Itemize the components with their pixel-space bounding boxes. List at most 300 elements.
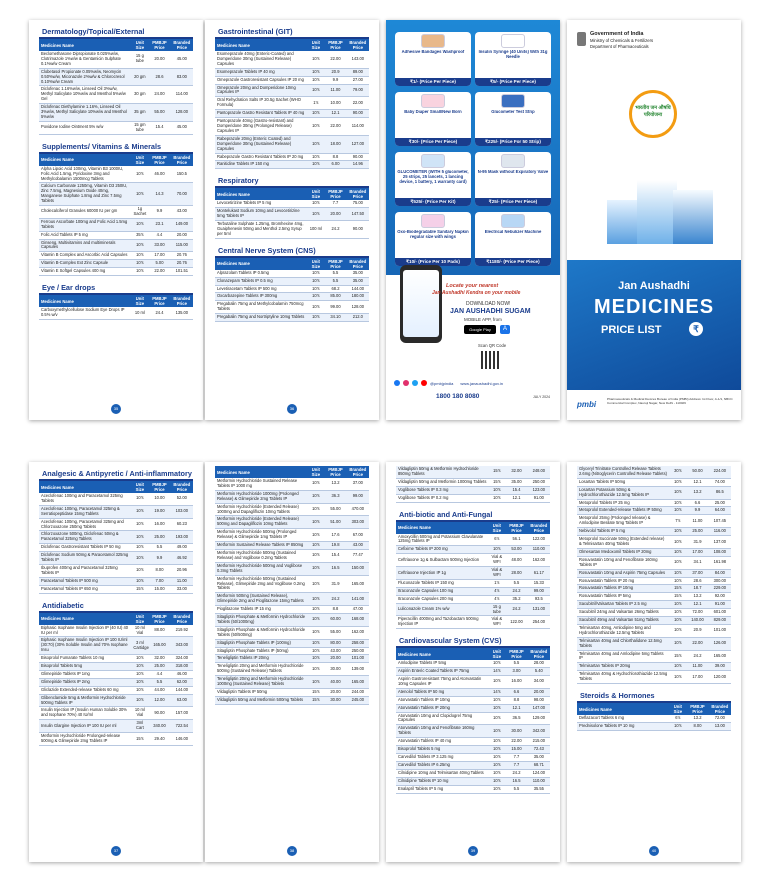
branded-price: 143.00: [347, 51, 369, 68]
table-row: [396, 616, 550, 629]
column-header: Unit Size: [131, 39, 148, 51]
medicine-table: [215, 466, 369, 705]
unit-size: 4's: [488, 595, 505, 603]
jan-aushadhi-logo: [629, 90, 677, 138]
table-row: [396, 712, 550, 725]
website-link[interactable]: www.janaushadhi.gov.in: [460, 380, 504, 386]
branded-price: 99.00: [347, 490, 369, 503]
unit-size: 10's: [307, 153, 324, 161]
unit-size: 15's: [131, 585, 148, 593]
pmbjp-price: 5.5: [148, 544, 170, 552]
medicine-name: Folic Acid Tablets IP 5 mg: [39, 231, 131, 239]
medicine-name: Metformin Hydrochloride 500mg (Prolonged Release) & Glimepiride 1mg Tablets IP: [215, 529, 307, 542]
social-handle: @pmbjpindia: [430, 380, 454, 386]
unit-size: 10's: [307, 118, 324, 136]
pmbjp-price: 24.00: [148, 86, 170, 104]
column-header: PMBJP Price: [686, 703, 708, 715]
medicine-name: Cholecalciferol Granules 60000 IU per gm: [39, 206, 131, 219]
medicine-table: [215, 188, 369, 238]
table-header-row: [577, 703, 731, 715]
social-icon[interactable]: [394, 380, 400, 386]
branded-price: 67.00: [347, 529, 369, 542]
branded-price: 34.00: [528, 676, 550, 689]
table-row: [39, 183, 193, 206]
branded-price: 70.00: [171, 183, 193, 206]
medicine-name: Vildagliptin 50mg and Metformin 500mg Tablets: [215, 696, 307, 704]
table-row: [396, 587, 550, 595]
app-store-icon[interactable]: A: [500, 325, 510, 334]
branded-price: 250.00: [528, 478, 550, 486]
product-tile: [395, 32, 471, 86]
medicine-name: Esomeprazole 40mg (Enteric-Coated) and Domperidone 30mg (Sustained Release) Capsules: [215, 51, 307, 68]
branded-price: 122.00: [528, 534, 550, 546]
social-icon[interactable]: [412, 380, 418, 386]
branded-price: 248.00: [528, 466, 550, 478]
table-row: [215, 478, 369, 490]
download-text: DOWNLOAD NOW!: [466, 301, 511, 307]
medicine-name: Itraconazole Capsules 200 mg: [396, 595, 488, 603]
medicine-name: Metformin 500mg (Sustained Release), Glimepiride 2mg and Pioglitazone 15mg Tablets: [215, 593, 307, 606]
social-icon[interactable]: [421, 380, 427, 386]
branded-price: 91.00: [709, 601, 731, 609]
branded-price: 75.00: [347, 200, 369, 207]
medicine-name: Alpha Lipoic Acid 100mg, Vitamin B3 1000IU, Folic Acid 1.5mg, Pyridoxine 3mg and Methylcobalamin 1500mcg Tablets: [39, 166, 131, 183]
pmbjp-price: 51.00: [324, 516, 346, 529]
medicine-name: Sitagliptin Phosphate & Metformin Hydrochloride Tablets (50/1000mg): [215, 614, 307, 627]
table-row: [39, 637, 193, 655]
column-header: PMBJP Price: [148, 481, 170, 493]
column-header: Unit Size: [488, 648, 505, 660]
unit-size: 10's: [307, 68, 324, 76]
cover-price-list: PRICE LIST: [601, 324, 662, 336]
branded-price: 90.00: [347, 110, 369, 118]
pmbjp-price: 5.5: [324, 277, 346, 285]
pmbjp-price: 12.1: [686, 478, 708, 486]
unit-size: 6's: [669, 715, 686, 722]
pmbjp-price: 5.5: [324, 270, 346, 277]
pmbjp-price: 43.00: [324, 647, 346, 655]
product-image: [421, 34, 445, 48]
table-row: [577, 536, 731, 549]
pmbjp-price: 13.2: [686, 715, 708, 722]
pmbjp-price: 20.00: [148, 51, 170, 68]
column-header: Unit Size: [131, 154, 148, 166]
medicine-name: Luliconazole Cream 1% w/w: [396, 603, 488, 616]
unit-size: 10's: [307, 575, 324, 593]
table-row: [577, 671, 731, 684]
table-row: [39, 121, 193, 134]
unit-size: 10's: [307, 626, 324, 639]
medicine-name: Insulin Injection IP (Insulin Human Soluble 30% and Isophane 70%) 40 IU/ml: [39, 707, 131, 720]
medicine-name: Rosuvastatin Tablets IP 5mg: [577, 593, 669, 601]
pmbjp-price: 20.9: [686, 624, 708, 637]
pmbjp-price: 46.00: [148, 166, 170, 183]
helpline-number: 1800 180 8080: [436, 393, 480, 400]
medicine-table: [396, 648, 550, 793]
pmbjp-price: 33.00: [148, 239, 170, 252]
column-header: Branded Price: [709, 703, 731, 715]
medicine-name: Levetiracetam Tablets IP 500 mg: [215, 285, 307, 293]
pmbjp-price: 25.00: [148, 663, 170, 671]
pmbjp-price: 16.5: [324, 562, 346, 575]
branded-price: 110.00: [528, 777, 550, 785]
table-row: [215, 647, 369, 655]
branded-price: 245.00: [347, 696, 369, 704]
table-row: [577, 637, 731, 650]
qr-code-icon: [481, 351, 499, 369]
pmbjp-price: 24.2: [686, 650, 708, 663]
medicine-name: Carboxymethylcellulose Sodium Eye Drops IP 0.5% w/v: [39, 307, 131, 319]
page-number: 35: [111, 404, 121, 414]
medicine-name: Vildagliptin 50mg & Metformin Hydrochloride 850mg Tablets: [396, 466, 488, 478]
unit-size: 10's: [307, 110, 324, 118]
unit-size: 10's: [307, 314, 324, 322]
table-row: [215, 696, 369, 704]
govt-title: Government of India: [590, 31, 644, 37]
unit-size: 10's: [131, 655, 148, 663]
table-row: [215, 529, 369, 542]
medicine-name: Telmisartan 40mg and Amlodipine 5mg Tablets IP: [577, 650, 669, 663]
pmbjp-price: 56.1: [505, 534, 527, 546]
medicine-name: Telmisartan 40mg, Amlodipine 5mg and Hydrochlorothiazide 12.5mg Tablets: [577, 624, 669, 637]
branded-price: 116.00: [709, 528, 731, 536]
medicine-name: Aspirin Gastroresistant 75mg and Atorvastatin 10mg Capsules IP: [396, 676, 488, 689]
medicine-name: Amlodipine Tablets IP 5mg: [396, 660, 488, 667]
medicine-name: Metformin Hydrochloride (Extended Release) 1000mg and Dapagliflozin 10mg Tablets: [215, 503, 307, 516]
cover-banner: [567, 260, 741, 390]
medicine-name: Telmisartan Tablets IP 20mg: [577, 663, 669, 671]
branded-price: 79.00: [347, 84, 369, 97]
table-row: [577, 577, 731, 585]
table-row: [396, 603, 550, 616]
unit-size: 10's: [307, 614, 324, 627]
column-header: PMBJP Price: [324, 466, 346, 478]
table-row: [396, 754, 550, 762]
branded-price: 22.00: [347, 97, 369, 110]
table-row: [577, 569, 731, 577]
branded-price: 144.00: [347, 285, 369, 293]
product-label: N-95 Mask without Expiratory Valve: [477, 170, 549, 174]
medicine-name: Metformin Hydrochloride Prolonged-release 500mg & Glimepiride 2mg Tablets IP: [39, 733, 131, 746]
medicine-name: Atorvastatin 10mg and Clopidogrel 75mg Capsules: [396, 712, 488, 725]
locate-line2: Jan Aushadhi Kendra on your mobile: [432, 290, 521, 296]
pmbjp-price: 17.6: [324, 529, 346, 542]
branded-price: 43.00: [347, 542, 369, 550]
medicine-name: Bisoprolol Tablets 5 mg: [396, 746, 488, 754]
product-price: ₹1180/- (Price Per Piece): [475, 258, 551, 266]
table-row: [396, 738, 550, 746]
medicine-table: [577, 466, 731, 684]
column-header: Branded Price: [347, 466, 369, 478]
unit-size: 10's: [307, 562, 324, 575]
table-row: [396, 546, 550, 554]
column-header: Branded Price: [171, 154, 193, 166]
column-header: Medicines Name: [215, 258, 307, 270]
unit-size: 30's: [669, 466, 686, 478]
unit-size: 1's: [307, 97, 324, 110]
product-label: GLUCOMETER (WITH 5 glucometer, 25 strips, 25 lancets, 1 lancing device, 1 battery, 1 warranty card): [397, 170, 469, 184]
pmbjp-price: 4.4: [148, 670, 170, 678]
table-header-row: [215, 188, 369, 200]
pmbjp-price: 72.00: [686, 609, 708, 617]
product-tile: [475, 152, 551, 206]
column-header: Medicines Name: [577, 703, 669, 715]
pmbjp-price: 11.00: [686, 663, 708, 671]
locate-line1: Locate your nearest: [446, 283, 499, 289]
table-header-row: [215, 258, 369, 270]
medicine-name: Losartan Tablets IP 50mg: [577, 478, 669, 486]
medicine-name: Bisoprolol Fumarate Tablets 10 mg: [39, 655, 131, 663]
medicine-name: Alprazolam Tablets IP 0.5mg: [215, 270, 307, 277]
unit-size: 10's: [131, 694, 148, 707]
unit-size: 10's: [131, 183, 148, 206]
table-row: [215, 606, 369, 614]
branded-price: 91.00: [528, 494, 550, 502]
unit-size: 10's: [131, 166, 148, 183]
branded-price: 89.00: [347, 68, 369, 76]
social-icon[interactable]: [403, 380, 409, 386]
table-header-row: [396, 522, 550, 534]
medicine-name: Prednisolone Tablets IP 10 mg: [577, 723, 669, 731]
pmbjp-price: 20.00: [324, 208, 346, 221]
medicine-name: Ceftriaxone Injection IP 1g: [396, 567, 488, 580]
medicine-name: Rosuvastatin 10mg and Fenofibrate 160mg Tablets IP: [577, 556, 669, 569]
pmbjp-price: 24.2: [505, 587, 527, 595]
branded-price: 180.00: [347, 293, 369, 301]
google-play-button[interactable]: [464, 325, 496, 334]
branded-price: 147.50: [347, 208, 369, 221]
table-row: [577, 466, 731, 478]
table-row: [396, 769, 550, 777]
branded-price: 13.00: [709, 723, 731, 731]
pmbjp-price: 25.00: [148, 531, 170, 544]
table-row: [396, 777, 550, 785]
table-row: [39, 268, 193, 276]
medicine-name: Montelukast Sodium 10mg and Levocetirizine 5mg Tablets IP: [215, 208, 307, 221]
medicine-table: [215, 258, 369, 322]
unit-size: 10 ml Vial: [131, 625, 148, 637]
branded-price: 35.55: [528, 785, 550, 793]
table-row: [39, 252, 193, 260]
medicine-name: Sitagliptin Phosphate Tablets IP (50mg): [215, 647, 307, 655]
table-row: [396, 478, 550, 486]
pmbjp-price: 16.00: [148, 518, 170, 531]
branded-price: 5.40: [528, 668, 550, 676]
unit-size: 10's: [669, 536, 686, 549]
column-header: PMBJP Price: [324, 188, 346, 200]
medicine-name: Metformin Hydrochloride 500mg and Voglibose 0.3mg Tablets: [215, 562, 307, 575]
branded-price: 300.00: [709, 577, 731, 585]
column-header: Branded Price: [171, 613, 193, 625]
table-row: [215, 153, 369, 161]
branded-price: 92.00: [709, 593, 731, 601]
unit-size: 14's: [488, 668, 505, 676]
table-row: [396, 746, 550, 754]
unit-size: 20 gm: [131, 68, 148, 86]
pmbjp-price: 5.5: [148, 678, 170, 686]
unit-size: Vial & WFI: [488, 616, 505, 629]
scan-text: Scan QR Code: [478, 343, 507, 348]
product-tile: [395, 152, 471, 206]
medicine-name: Paracetamol Tablets IP 650 mg: [39, 585, 131, 593]
column-header: Unit Size: [669, 703, 686, 715]
table-row: [39, 655, 193, 663]
table-row: [396, 676, 550, 689]
pmbjp-price: 9.9: [324, 76, 346, 84]
branded-price: 215.00: [528, 738, 550, 746]
pmbjp-price: 9.9: [148, 552, 170, 565]
branded-price: 157.00: [171, 707, 193, 720]
branded-price: 141.00: [347, 593, 369, 606]
pmbjp-price: 23.1: [148, 218, 170, 231]
product-image: [501, 154, 525, 168]
medicine-name: Glibenclamide 5mg & Metformin Hydrochloride 500mg Tablets IP: [39, 694, 131, 707]
column-header: Unit Size: [131, 295, 148, 307]
unit-size: 100 ml: [307, 221, 324, 239]
unit-size: 15's: [488, 478, 505, 486]
table-row: [577, 715, 731, 722]
pmbjp-price: 5.5: [505, 579, 527, 587]
branded-price: 127.00: [347, 135, 369, 153]
box-image: [607, 200, 641, 244]
pmbjp-price: 35.2: [505, 595, 527, 603]
column-header: Medicines Name: [39, 481, 131, 493]
medicine-name: Diclofenac Diethylamine 1.16%, Linseed Oil 3%w/w, Methyl Salicylate 10%w/w and Menthol 5%w/w: [39, 104, 131, 122]
medicine-name: Terbutaline Sulphate 1.25mg, Bromhexine 4mg, Guaiphenesin 50mg and Menthol 2.5mg Syrup per 5ml: [215, 221, 307, 239]
pmbjp-price: 25.00: [686, 528, 708, 536]
table-row: [215, 689, 369, 697]
branded-price: 101.00: [709, 624, 731, 637]
medicine-name: Cefixime Tablets IP 200 mg: [396, 546, 488, 554]
branded-price: 212.0: [347, 314, 369, 322]
medicine-name: Bisoprolol Tablets 5mg: [39, 663, 131, 671]
branded-price: 129.00: [528, 712, 550, 725]
section-title: Gastrointestinal (GIT): [215, 25, 369, 39]
branded-price: 103.00: [171, 505, 193, 518]
unit-size: 1's: [488, 579, 505, 587]
unit-size: 10's: [669, 507, 686, 515]
unit-size: 10's: [131, 239, 148, 252]
medicine-name: Voglibose Tablets IP 0.2 mg: [396, 494, 488, 502]
branded-price: 14.96: [347, 161, 369, 169]
medicine-name: Rabeprazole Gastro Resistant Tablets IP 20 mg: [215, 153, 307, 161]
unit-size: 15's: [669, 650, 686, 663]
pmbjp-price: 31.9: [686, 536, 708, 549]
pmbjp-price: 55.00: [324, 503, 346, 516]
unit-size: 10's: [131, 544, 148, 552]
pmbjp-price: 22.00: [324, 51, 346, 68]
product-price: ₹25/- (Price Per Piece): [475, 198, 551, 206]
table-row: [577, 478, 731, 486]
product-image: [501, 34, 525, 48]
table-row: [39, 239, 193, 252]
branded-price: 20.76: [171, 260, 193, 268]
medicine-name: Itraconazole Capsules 100 mg: [396, 587, 488, 595]
medicine-name: Beclomethasone Dipropionate 0.025%w/w, Clotrimazole 1%w/w & Gentamicin Sulphate 0.1%w/w Cream: [39, 51, 131, 68]
dept-title: Department of Pharmaceuticals: [590, 44, 649, 49]
pmbjp-price: 24.2: [324, 221, 346, 239]
branded-price: 15.33: [528, 579, 550, 587]
pmbjp-price: 14.3: [148, 183, 170, 206]
medicine-name: Aceclofenac 100mg, Paracetamol 325mg and Chlorzoxazone 250mg Tablets: [39, 518, 131, 531]
price-page-tc: [205, 20, 379, 420]
page-bc1-content: [205, 462, 379, 705]
edition-date: JULY 2024: [533, 395, 550, 399]
branded-price: 46.00: [171, 670, 193, 678]
branded-price: 343.00: [171, 637, 193, 655]
pmbjp-price: 60.00: [324, 614, 346, 627]
medicine-name: Rosuvastatin Tablets IP 10mg: [577, 585, 669, 593]
pmbjp-price: 4.4: [148, 231, 170, 239]
branded-price: 35.00: [347, 270, 369, 277]
unit-size: 10's: [669, 723, 686, 731]
product-tile: [395, 92, 471, 146]
unit-size: 10's: [307, 503, 324, 516]
unit-size: 10's: [669, 478, 686, 486]
table-row: [215, 626, 369, 639]
table-row: [577, 601, 731, 609]
unit-size: 10's: [488, 754, 505, 762]
pmbjp-price: 8.00: [148, 564, 170, 577]
branded-price: 139.00: [347, 663, 369, 676]
table-row: [215, 68, 369, 76]
table-row: [215, 135, 369, 153]
column-header: Unit Size: [307, 188, 324, 200]
pmbjp-price: 40.00: [324, 676, 346, 689]
unit-size: 10's: [307, 516, 324, 529]
column-header: Unit Size: [307, 466, 324, 478]
table-row: [39, 577, 193, 585]
pmbjp-price: 80.00: [324, 639, 346, 647]
unit-size: 10's: [307, 478, 324, 490]
branded-price: 45.00: [171, 51, 193, 68]
unit-size: 10's: [307, 135, 324, 153]
pmbjp-price: 32.00: [505, 466, 527, 478]
branded-price: 62.00: [171, 678, 193, 686]
medicine-name: Gliclazide Extended-release Tablets 60 mg: [39, 686, 131, 694]
table-row: [396, 785, 550, 793]
unit-size: 10's: [488, 725, 505, 738]
app-download-panel: [386, 275, 560, 420]
page-number: 38: [287, 846, 297, 856]
branded-price: 303.00: [347, 516, 369, 529]
column-header: Medicines Name: [396, 648, 488, 660]
branded-price: 68.71: [528, 761, 550, 769]
table-row: [215, 562, 369, 575]
pmbjp-price: 12.1: [324, 110, 346, 118]
table-row: [577, 556, 731, 569]
section-title: Steroids & Hormones: [577, 689, 731, 703]
branded-price: 74.00: [709, 478, 731, 486]
medicine-name: Glimepiride Tablets IP 2mg: [39, 678, 131, 686]
medicine-name: Insulin Glargine Injection IP 100 IU per ml: [39, 720, 131, 733]
medicine-name: Losartan Potassium 50mg & Hydrochlorothiazide 12.5mg Tablets IP: [577, 486, 669, 499]
table-row: [39, 518, 193, 531]
table-row: [39, 585, 193, 593]
table-row: [39, 544, 193, 552]
branded-price: 64.00: [709, 507, 731, 515]
medicine-name: Pregabalin 75mg and Nortriptyline 10mg Tablets: [215, 314, 307, 322]
medicine-name: Metformin Hydrochloride 1000mg (Prolonged Release) & Glimepiride 2mg Tablets IP: [215, 490, 307, 503]
table-row: [396, 494, 550, 502]
table-row: [215, 200, 369, 207]
branded-price: 49.00: [171, 544, 193, 552]
table-row: [39, 307, 193, 319]
branded-price: 219.92: [171, 625, 193, 637]
product-image: [421, 154, 445, 168]
table-row: [215, 639, 369, 647]
branded-price: 61.17: [528, 567, 550, 580]
